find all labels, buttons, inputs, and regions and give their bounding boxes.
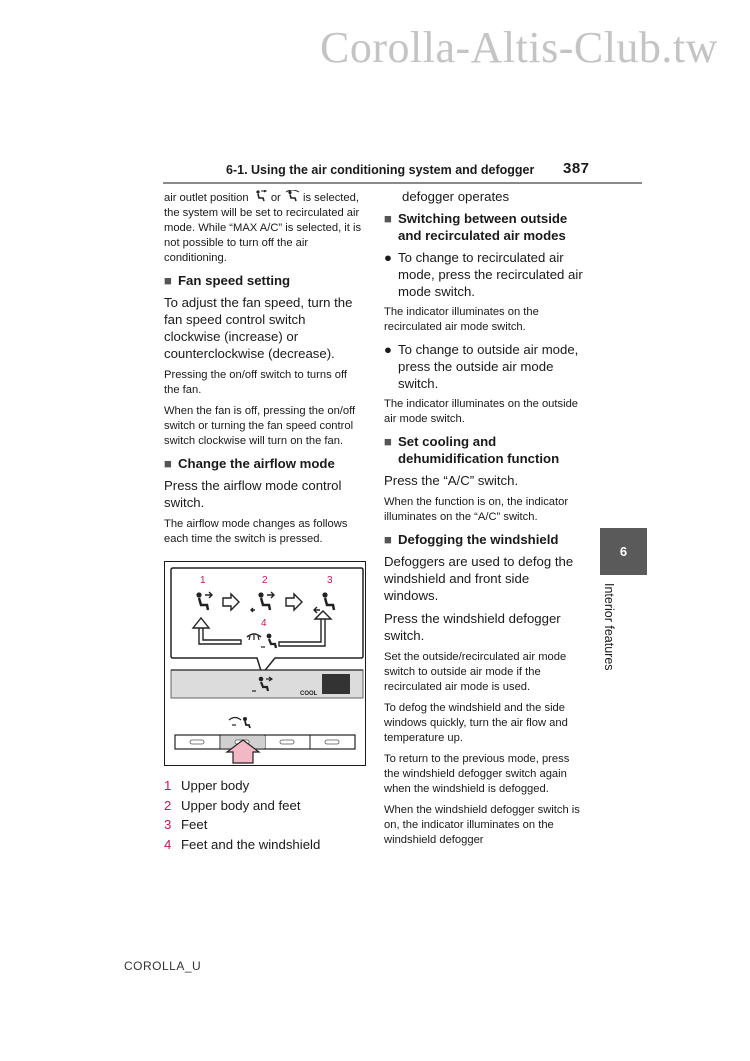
defog-heading — [384, 531, 584, 548]
legend-number: 4 — [164, 836, 172, 852]
mode-label-4: 4 — [261, 618, 267, 629]
bullet-recirculated — [384, 249, 584, 300]
fan-speed-note-1: Pressing the on/off switch to turns off the fan. — [164, 369, 348, 396]
footer-model: COROLLA_U — [124, 959, 202, 973]
airflow-feet-windshield-icon — [284, 190, 300, 202]
display-block — [322, 674, 350, 694]
legend-number: 3 — [164, 817, 172, 832]
section-square-icon: ■ — [384, 434, 392, 449]
fan-speed-body: To adjust the fan speed, turn the fan speed control switch clockwise (increase) or counterclockwise (decrease). — [164, 295, 353, 361]
cooling-note: When the function is on, the indicator illuminates on the “A/C” switch. — [384, 496, 569, 523]
fan-speed-heading — [164, 272, 364, 289]
switch-mode-heading-text: Switching between outside and recirculated air modes — [398, 211, 568, 243]
watermark: Corolla-Altis-Club.tw — [320, 23, 718, 72]
outside-note: The indicator illuminates on the outside air mode switch. — [384, 398, 579, 425]
continued-text: defogger operates — [402, 189, 510, 204]
legend-number: 2 — [164, 797, 172, 813]
bullet-dot-icon: ● — [384, 250, 392, 265]
section-square-icon: ■ — [384, 211, 392, 226]
airflow-mode-diagram — [164, 561, 366, 766]
mode-label-1: 1 — [200, 575, 206, 586]
cooling-body: Press the “A/C” switch. — [384, 473, 519, 488]
legend-text: Upper body — [181, 778, 250, 793]
legend-item — [164, 835, 364, 855]
legend-item — [164, 776, 364, 796]
intro-text-1: air outlet position — [164, 192, 249, 204]
defog-body-2: Press the windshield defogger switch. — [384, 611, 561, 643]
left-column — [164, 190, 364, 854]
legend-item — [164, 796, 364, 816]
airflow-mode-note: The airflow mode changes as follows each time the switch is pressed. — [164, 518, 348, 545]
chapter-tab[interactable]: 6 — [600, 528, 647, 575]
bullet-recirculated-text: To change to recirculated air mode, press the recirculated air mode switch. — [398, 250, 583, 299]
chapter-label — [600, 583, 620, 683]
legend-item — [164, 815, 364, 835]
intro-text-2: is selected, the system will be set to recirculated air mode. While “MAX A/C” is selected, it is not possible to turn off the air conditioning. — [164, 192, 362, 264]
defog-note-3: To return to the previous mode, press the windshield defogger switch again when the windshield is defogged. — [384, 753, 570, 795]
defog-note-2: To defog the windshield and the side windows quickly, turn the air flow and temperature up. — [384, 702, 568, 744]
airflow-diagram-svg — [165, 562, 365, 765]
airflow-feet-icon — [252, 190, 268, 202]
defog-note-1: Set the outside/recirculated air mode switch to outside air mode if the recirculated air mode is used. — [384, 651, 567, 693]
switch-mode-heading — [384, 210, 584, 244]
airflow-legend — [164, 776, 364, 854]
right-column — [384, 188, 584, 854]
header-divider — [163, 182, 642, 184]
bullet-outside — [384, 341, 584, 392]
chapter-label-text: Interior features — [602, 583, 616, 671]
bullet-dot-icon: ● — [384, 342, 392, 357]
defog-body-1: Defoggers are used to defog the windshield and front side windows. — [384, 554, 574, 603]
section-square-icon: ■ — [384, 532, 392, 547]
display-cool-text: COOL — [300, 691, 318, 697]
cooling-heading-text: Set cooling and dehumidification function — [398, 434, 560, 466]
airflow-mode-heading — [164, 455, 364, 472]
fan-speed-note-2: When the fan is off, pressing the on/off switch or turning the fan speed control switch clockwise will turn on the fan. — [164, 405, 356, 447]
airflow-mode-heading-text: Change the airflow mode — [178, 456, 335, 471]
legend-text: Upper body and feet — [181, 797, 301, 813]
mode-button-icon — [229, 717, 250, 728]
defog-note-4: When the windshield defogger switch is on, the indicator illuminates on the windshield defogger — [384, 804, 580, 846]
legend-number: 1 — [164, 778, 172, 793]
mode-label-3: 3 — [327, 575, 333, 586]
recirculated-note: The indicator illuminates on the recirculated air mode switch. — [384, 306, 539, 333]
section-square-icon: ■ — [164, 273, 172, 288]
intro-paragraph — [164, 190, 364, 266]
legend-text: Feet and the windshield — [181, 836, 321, 852]
cooling-heading — [384, 433, 584, 467]
intro-or: or — [270, 192, 281, 204]
bullet-outside-text: To change to outside air mode, press the outside air mode switch. — [398, 342, 579, 391]
fan-speed-heading-text: Fan speed setting — [178, 273, 291, 288]
section-square-icon: ■ — [164, 456, 172, 471]
mode-label-2: 2 — [262, 575, 268, 586]
page-number: 387 — [563, 160, 590, 177]
legend-text: Feet — [181, 817, 208, 832]
defog-heading-text: Defogging the windshield — [398, 532, 559, 547]
airflow-mode-body: Press the airflow mode control switch. — [164, 478, 342, 510]
section-title: 6-1. Using the air conditioning system and defogger — [226, 163, 535, 177]
